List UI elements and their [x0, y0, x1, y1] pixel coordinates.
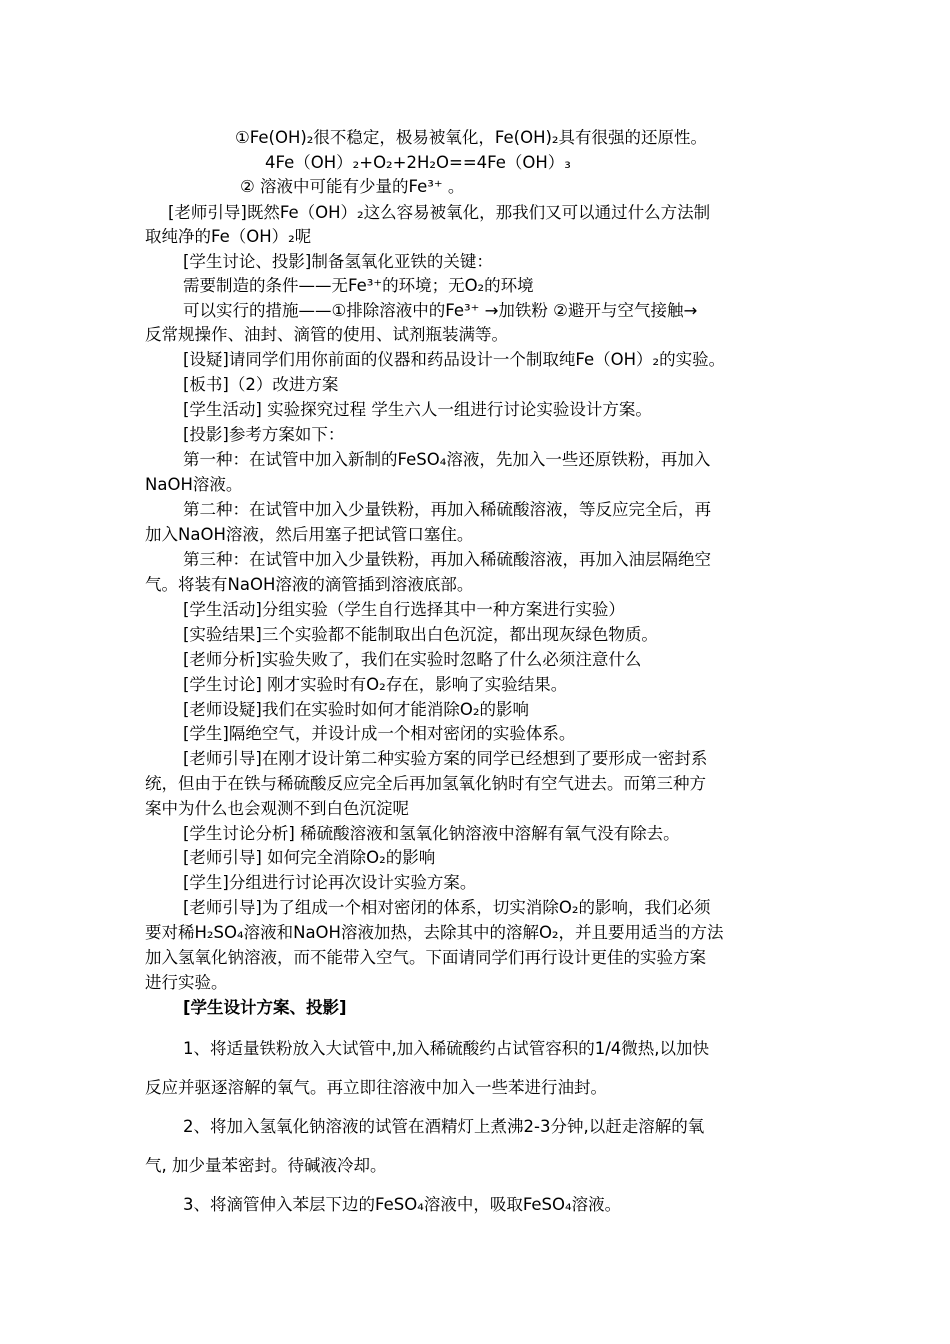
text-line: 需要制造的条件——无Fe³⁺的环境；无O₂的环境: [183, 276, 534, 295]
step-line: 3、将滴管伸入苯层下边的FeSO₄溶液中，吸取FeSO₄溶液。: [183, 1195, 622, 1214]
paragraph-line: [老师引导]为了组成一个相对密闭的体系，切实消除O₂的影响，我们必须: [183, 898, 711, 917]
paragraph-line: [实验结果]三个实验都不能制取出白色沉淀，都出现灰绿色物质。: [183, 625, 658, 644]
paragraph-line: [老师分析]实验失败了，我们在实验时忽略了什么必须注意什么: [183, 650, 642, 669]
equation-line: 4Fe（OH）₂+O₂+2H₂O==4Fe（OH）₃: [265, 153, 571, 172]
text-line: 可以实行的措施——①排除溶液中的Fe³⁺ →加铁粉 ②避开与空气接触→: [183, 301, 698, 320]
paragraph-line: [学生活动] 实验探究过程 学生六人一组进行讨论实验设计方案。: [183, 400, 652, 419]
text-line: 反常规操作、油封、滴管的使用、试剂瓶装满等。: [145, 325, 508, 344]
paragraph-line: [设疑]请同学们用你前面的仪器和药品设计一个制取纯Fe（OH）₂的实验。: [183, 350, 726, 369]
text-line: 统，但由于在铁与稀硫酸反应完全后再加氢氧化钠时有空气进去。而第三种方: [145, 774, 706, 793]
paragraph-line: [老师引导]在刚才设计第二种实验方案的同学已经想到了要形成一密封系: [183, 749, 708, 768]
text-line: 加入NaOH溶液，然后用塞子把试管口塞住。: [145, 525, 474, 544]
text-line: NaOH溶液。: [145, 475, 243, 494]
section-heading: [学生设计方案、投影]: [183, 998, 347, 1017]
step-line: 1、将适量铁粉放入大试管中,加入稀硫酸约占试管容积的1/4微热,以加快: [183, 1039, 710, 1058]
text-line: 加入氢氧化钠溶液，而不能带入空气。下面请同学们再行设计更佳的实验方案: [145, 948, 706, 967]
paragraph-line: [投影]参考方案如下：: [183, 425, 345, 444]
paragraph-line: [板书]（2）改进方案: [183, 375, 339, 394]
paragraph-line: [学生讨论] 刚才实验时有O₂存在，影响了实验结果。: [183, 675, 568, 694]
paragraph-line: [老师设疑]我们在实验时如何才能消除O₂的影响: [183, 700, 529, 719]
paragraph-line: [学生]分组进行讨论再次设计实验方案。: [183, 873, 477, 892]
text-line: ①Fe(OH)₂很不稳定，极易被氧化，Fe(OH)₂具有很强的还原性。: [235, 128, 708, 147]
text-line: 反应并驱逐溶解的氧气。再立即往溶液中加入一些苯进行油封。: [145, 1078, 607, 1097]
text-line: 气。将装有NaOH溶液的滴管插到溶液底部。: [145, 575, 474, 594]
paragraph-line: 第二种：在试管中加入少量铁粉，再加入稀硫酸溶液，等反应完全后，再: [183, 500, 711, 519]
text-line: ② 溶液中可能有少量的Fe³⁺ 。: [240, 177, 465, 196]
paragraph-line: [学生]隔绝空气，并设计成一个相对密闭的实验体系。: [183, 724, 576, 743]
paragraph-line: [学生讨论、投影]制备氢氧化亚铁的关键：: [183, 252, 493, 271]
paragraph-line: 第一种：在试管中加入新制的FeSO₄溶液，先加入一些还原铁粉，再加入: [183, 450, 711, 469]
paragraph-line: 第三种：在试管中加入少量铁粉，再加入稀硫酸溶液，再加入油层隔绝空: [183, 550, 711, 569]
paragraph-line: 取纯净的Fe（OH）₂呢: [145, 227, 312, 246]
step-line: 2、将加入氢氧化钠溶液的试管在酒精灯上煮沸2-3分钟,以赶走溶解的氧: [183, 1117, 705, 1136]
paragraph-line: [老师引导] 如何完全消除O₂的影响: [183, 848, 436, 867]
text-line: 进行实验。: [145, 973, 228, 992]
text-line: 要对稀H₂SO₄溶液和NaOH溶液加热，去除其中的溶解O₂，并且要用适当的方法: [145, 923, 724, 942]
paragraph-line: [学生活动]分组实验（学生自行选择其中一种方案进行实验）: [183, 600, 625, 619]
paragraph-line: [学生讨论分析] 稀硫酸溶液和氢氧化钠溶液中溶解有氧气没有除去。: [183, 824, 680, 843]
paragraph-line: [老师引导]既然Fe（OH）₂这么容易被氧化，那我们又可以通过什么方法制: [168, 203, 711, 222]
text-line: 气, 加少量苯密封。待碱液冷却。: [145, 1156, 387, 1175]
text-line: 案中为什么也会观测不到白色沉淀呢: [145, 799, 409, 818]
